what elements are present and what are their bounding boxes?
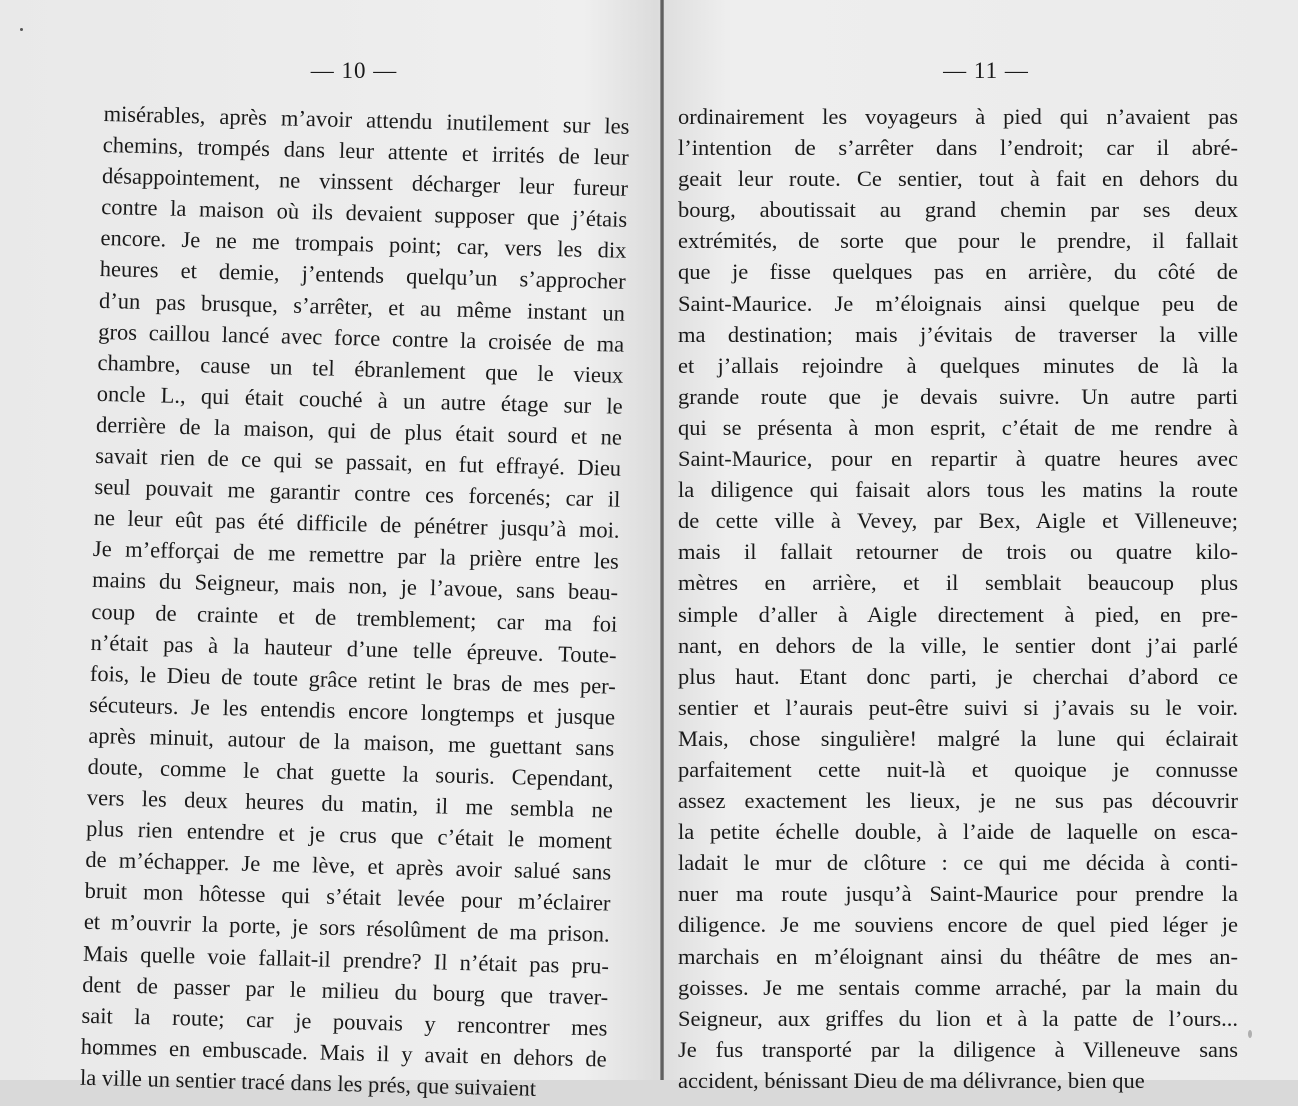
text-line: encore. Je ne me trompais point; car, vers les dix xyxy=(100,225,627,264)
text-line: n’était pas à la hauteur d’une telle épreuve. Toute- xyxy=(90,629,617,668)
right-page xyxy=(678,0,1238,1093)
text-line: savait rien de ce qui se passait, en fut effrayé. Dieu xyxy=(94,442,622,481)
text-line: grande route que je devais suivre. Un autre parti xyxy=(678,383,1238,409)
text-line: bruit mon hôtesse qui s’était levée pour m’éclairer xyxy=(84,878,611,916)
text-line: sait la route; car je pouvais y rencontrer mes xyxy=(81,1002,608,1041)
text-line: la ville un sentier tracé dans les prés, que suivaient xyxy=(79,1064,537,1101)
text-line: heures et demie, j’entends quelqu’un s’approcher xyxy=(99,256,626,295)
text-line: bourg, aboutissait au grand chemin par ses deux xyxy=(678,197,1238,223)
page-text xyxy=(678,101,1238,1096)
text-line: Je fus transporté par la diligence à Villeneuve sans xyxy=(678,1036,1238,1062)
text-line: coup de crainte et de tremblement; car ma foi xyxy=(91,598,618,637)
text-line: la petite échelle double, à l’aide de laquelle on esca- xyxy=(678,819,1238,845)
page-number: — 11 — xyxy=(943,58,1029,83)
text-line: marchais en m’éloignant ainsi du théâtre de mes an- xyxy=(678,943,1238,969)
text-line: plus rien entendre et je crus que c’était le moment xyxy=(85,815,613,854)
text-line: mais il fallait retourner de trois ou quatre kilo- xyxy=(678,539,1238,565)
text-line: d’un pas brusque, s’arrêter, et au même instant un xyxy=(98,287,626,326)
text-line: chemins, trompés dans leur attente et irrités de leur xyxy=(102,132,630,170)
text-line: ma destination; mais j’évitais de traverser la ville xyxy=(678,321,1238,347)
text-line: après minuit, autour de la maison, me guettant sans xyxy=(88,722,615,761)
text-line: Mais quelle voie fallait-il prendre? Il n’était pas pru- xyxy=(82,940,610,979)
text-line: fois, le Dieu de toute grâce retint le bras de mes per- xyxy=(89,660,617,699)
text-line: accident, bénissant Dieu de ma délivrance, bien que xyxy=(678,1067,1145,1093)
text-line: oncle L., qui était couché à un autre étage sur le xyxy=(96,380,623,419)
page-text xyxy=(80,98,630,1106)
text-line: désappointement, ne vinssent décharger leur fureur xyxy=(101,163,629,202)
text-line: misérables, après m’avoir attendu inutilement sur les xyxy=(103,100,630,139)
text-line: et j’allais rejoindre à quelques minutes de là la xyxy=(678,352,1238,378)
text-line: Saint-Maurice. Je m’éloignais ainsi quelque peu de xyxy=(678,290,1238,316)
text-line: extrémités, de sorte que pour le prendre, il fallait xyxy=(678,228,1238,254)
text-line: contre la maison où ils devaient supposer que j’étais xyxy=(101,194,628,233)
text-line: Mais, chose singulière! malgré la lune qui éclairait xyxy=(678,725,1238,751)
page-number: — 10 — xyxy=(310,58,398,83)
text-line: la diligence qui faisait alors tous les matins la route xyxy=(678,477,1238,503)
text-line: Saint-Maurice, pour en repartir à quatre heures avec xyxy=(678,446,1238,472)
text-line: Seigneur, aux griffes du lion et à la patte de l’ours... xyxy=(678,1005,1238,1031)
text-line: dent de passer par le milieu du bourg que traver- xyxy=(82,971,609,1010)
text-line: simple d’aller à Aigle directement à pied, en pre- xyxy=(678,601,1238,627)
text-line: assez exactement les lieux, je ne sus pas découvrir xyxy=(678,788,1238,814)
text-line: diligence. Je me souviens encore de quel pied léger je xyxy=(678,912,1238,938)
text-line: doute, comme le chat guette la souris. Cependant, xyxy=(87,753,614,792)
text-line: geait leur route. Ce sentier, tout à fait en dehors du xyxy=(678,166,1238,192)
paper-speck xyxy=(1248,1030,1252,1038)
text-line: qui se présenta à mon esprit, c’était de me rendre à xyxy=(678,414,1238,440)
text-line: nuer ma route jusqu’à Saint-Maurice pour prendre la xyxy=(678,881,1238,907)
book-gutter xyxy=(660,0,664,1080)
text-line: sentier et l’aurais peut-être suivi si j’avais su le voir. xyxy=(678,694,1238,720)
text-line: parfaitement cette nuit-là et quoique je connusse xyxy=(678,756,1238,782)
text-line: de m’échapper. Je me lève, et après avoir salué sans xyxy=(85,847,612,885)
text-line: mains du Seigneur, mais non, je l’avoue, sans beau- xyxy=(91,567,619,606)
text-line: que je fisse quelques pas en arrière, du côté de xyxy=(678,259,1238,285)
text-line: vers les deux heures du matin, il me sembla ne xyxy=(86,784,614,823)
text-line: hommes en embuscade. Mais il y avait en dehors de xyxy=(80,1033,607,1072)
text-line: plus haut. Etant donc parti, je cherchai d’abord ce xyxy=(678,663,1238,689)
text-line: ladait le mur de clôture : ce qui me décida à conti- xyxy=(678,850,1238,876)
text-line: de cette ville à Vevey, par Bex, Aigle et Villeneuve; xyxy=(678,508,1238,534)
text-line: goisses. Je me sentais comme arraché, par la main du xyxy=(678,974,1238,1000)
text-line: gros caillou lancé avec force contre la croisée de ma xyxy=(97,318,625,357)
text-line: mètres en arrière, et il semblait beaucoup plus xyxy=(678,570,1238,596)
text-line: ne leur eût pas été difficile de pénétrer jusqu’à moi. xyxy=(93,505,620,543)
text-line: derrière de la maison, qui de plus était sourd et ne xyxy=(95,411,623,450)
text-line: seul pouvait me garantir contre ces forcenés; car il xyxy=(94,474,621,512)
text-line: chambre, cause un tel ébranlement que le vieux xyxy=(97,349,624,388)
left-page xyxy=(60,0,630,1101)
text-line: sécuteurs. Je les entendis encore longtemps et jusque xyxy=(88,691,616,730)
text-line: et m’ouvrir la porte, je sors résolûment de ma prison. xyxy=(83,909,611,948)
text-line: nant, en dehors de la ville, le sentier dont j’ai parlé xyxy=(678,632,1238,658)
paper-speck xyxy=(20,28,23,31)
text-line: Je m’efforçai de me remettre par la prière entre les xyxy=(92,536,620,575)
text-line: ordinairement les voyageurs à pied qui n’avaient pas xyxy=(678,104,1238,129)
text-line: l’intention de s’arrêter dans l’endroit; car il abré- xyxy=(678,135,1238,161)
